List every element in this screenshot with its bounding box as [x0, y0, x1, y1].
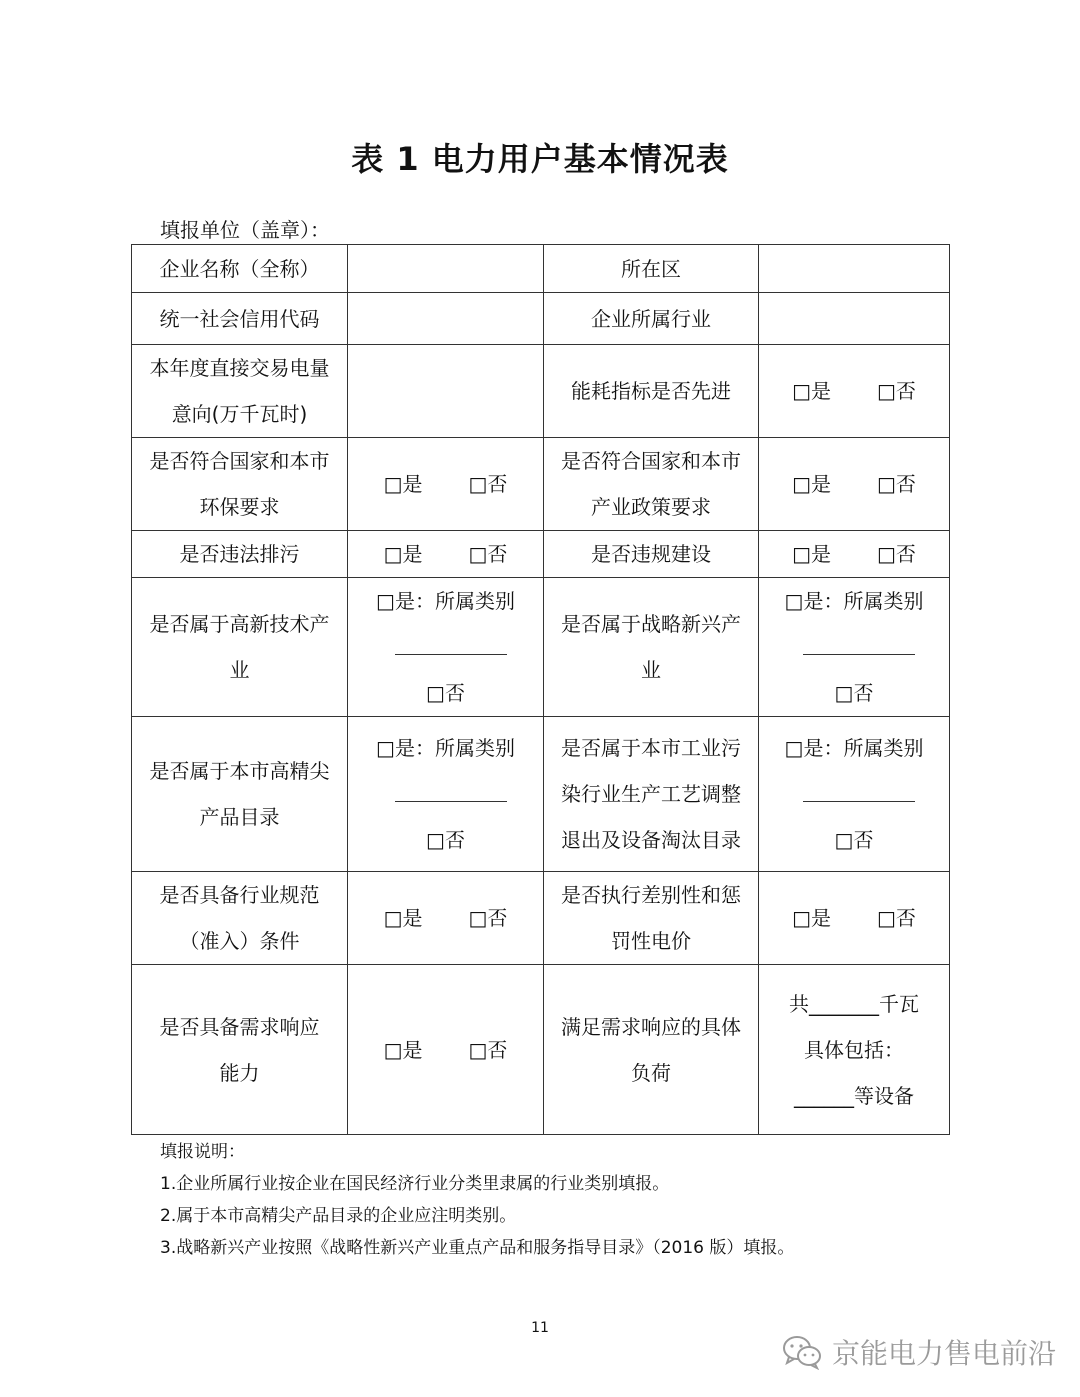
label-response-load: 满足需求响应的具体 负荷	[544, 965, 759, 1135]
label-industry-standard: 是否具备行业规范 （准入）条件	[132, 872, 348, 965]
notes-heading: 填报说明：	[160, 1142, 245, 1162]
label-high-tech: 是否属于高新技术产 业	[132, 578, 348, 717]
illegal-construction-options[interactable]: □是 □否	[759, 531, 950, 578]
table-row	[132, 293, 950, 345]
differential-pricing-options[interactable]: □是 □否	[759, 872, 950, 965]
table-row	[132, 872, 950, 965]
label-env-compliance: 是否符合国家和本市 环保要求	[132, 438, 348, 531]
company-name-value[interactable]	[348, 245, 544, 293]
note-item: 1.企业所属行业按企业在国民经济行业分类里隶属的行业类别填报。	[160, 1174, 670, 1194]
label-credit-code: 统一社会信用代码	[132, 293, 348, 345]
table-row	[132, 438, 950, 531]
energy-index-options[interactable]: □是 □否	[759, 345, 950, 438]
table-row	[132, 531, 950, 578]
label-high-end-catalog: 是否属于本市高精尖 产品目录	[132, 717, 348, 872]
label-industry: 企业所属行业	[544, 293, 759, 345]
table-row	[132, 717, 950, 872]
label-policy-compliance: 是否符合国家和本市 产业政策要求	[544, 438, 759, 531]
response-load-value[interactable]: 共_______千瓦 具体包括： ______等设备	[759, 965, 950, 1135]
trade-volume-value[interactable]	[348, 345, 544, 438]
note-item: 3.战略新兴产业按照《战略性新兴产业重点产品和服务指导目录》（2016 版）填报。	[160, 1238, 795, 1258]
industry-standard-options[interactable]: □是 □否	[348, 872, 544, 965]
label-trade-volume: 本年度直接交易电量 意向(万千瓦时)	[132, 345, 348, 438]
table-row	[132, 345, 950, 438]
table-row	[132, 245, 950, 293]
high-end-catalog-options[interactable]: □是：所属类别 □否	[348, 717, 544, 872]
label-differential-pricing: 是否执行差别性和惩 罚性电价	[544, 872, 759, 965]
policy-compliance-options[interactable]: □是 □否	[759, 438, 950, 531]
fill-instructions	[160, 1136, 794, 1264]
label-illegal-construction: 是否违规建设	[544, 531, 759, 578]
fill-unit-label: 填报单位（盖章）：	[160, 218, 330, 242]
table-row	[132, 965, 950, 1135]
page-title: 表 1 电力用户基本情况表	[351, 140, 729, 178]
industry-value[interactable]	[759, 293, 950, 345]
watermark	[782, 1332, 1056, 1372]
district-value[interactable]	[759, 245, 950, 293]
illegal-discharge-options[interactable]: □是 □否	[348, 531, 544, 578]
pollution-catalog-options[interactable]: □是：所属类别 □否	[759, 717, 950, 872]
credit-code-value[interactable]	[348, 293, 544, 345]
wechat-icon	[782, 1334, 822, 1370]
label-strategic-industry: 是否属于战略新兴产 业	[544, 578, 759, 717]
label-illegal-discharge: 是否违法排污	[132, 531, 348, 578]
basic-info-table	[131, 244, 950, 1135]
label-company-name: 企业名称（全称）	[132, 245, 348, 293]
high-tech-options[interactable]: □是：所属类别 □否	[348, 578, 544, 717]
table-row	[132, 578, 950, 717]
page-number: 11	[531, 1320, 549, 1336]
label-energy-index: 能耗指标是否先进	[544, 345, 759, 438]
label-pollution-catalog: 是否属于本市工业污 染行业生产工艺调整 退出及设备淘汰目录	[544, 717, 759, 872]
demand-response-options[interactable]: □是 □否	[348, 965, 544, 1135]
env-compliance-options[interactable]: □是 □否	[348, 438, 544, 531]
watermark-text: 京能电力售电前沿	[832, 1337, 1057, 1370]
label-district: 所在区	[544, 245, 759, 293]
note-item: 2.属于本市高精尖产品目录的企业应注明类别。	[160, 1206, 517, 1226]
strategic-industry-options[interactable]: □是：所属类别 □否	[759, 578, 950, 717]
label-demand-response: 是否具备需求响应 能力	[132, 965, 348, 1135]
